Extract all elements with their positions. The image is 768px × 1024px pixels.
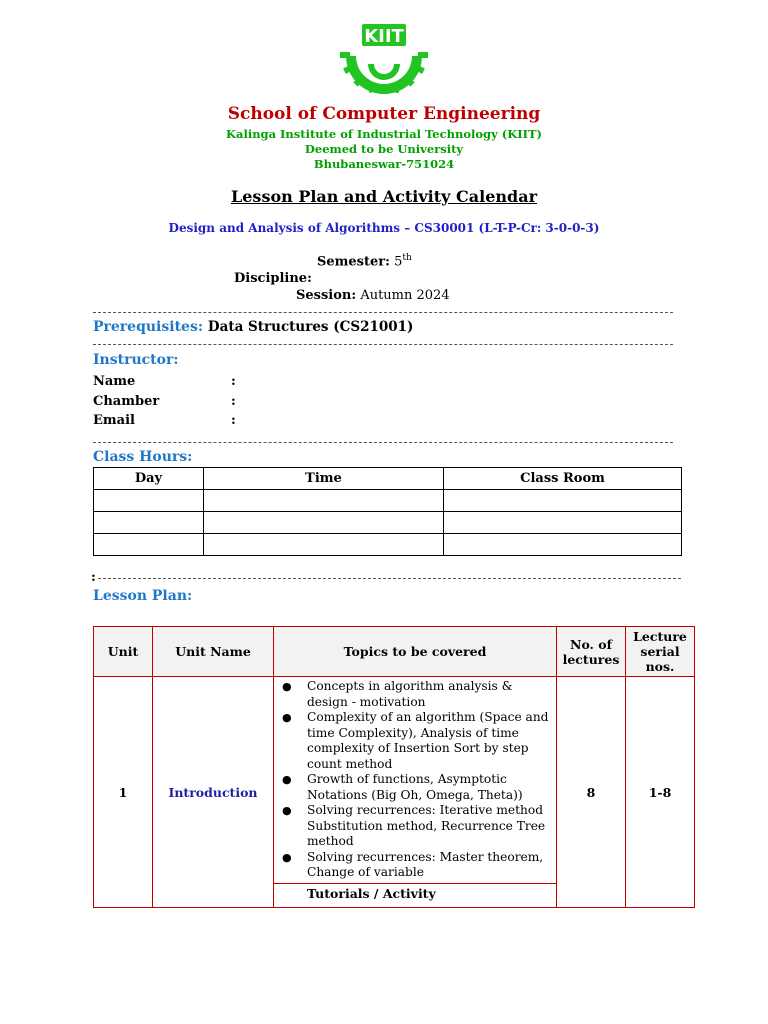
instructor-name-colon: : (231, 374, 236, 389)
session-value: Autumn 2024 (360, 288, 450, 303)
instructor-chamber-label: Chamber (93, 394, 160, 409)
column-header: Class Room (444, 468, 682, 490)
table-cell (94, 512, 204, 534)
column-header: Unit Name (153, 627, 274, 677)
list-item: ● Complexity of an algorithm (Space and time Complexity), Analysis of time complexity of Insertion Sort by step count method (307, 710, 556, 772)
prerequisites-label: Prerequisites: (93, 319, 204, 335)
table-row (94, 677, 695, 908)
page-title: Lesson Plan and Activity Calendar (231, 187, 537, 206)
lecture-serial: 1-8 (626, 677, 695, 908)
deemed-text: Deemed to be University (304, 142, 464, 156)
lecture-count: 8 (557, 677, 626, 908)
discipline-line (234, 271, 312, 286)
prerequisites-value: Data Structures (CS21001) (207, 319, 414, 335)
list-item: ● Growth of functions, Asymptotic Notations (Big Oh, Omega, Theta)) (307, 772, 556, 803)
kiit-logo (338, 22, 430, 94)
class-hours-heading: Class Hours: (93, 449, 193, 465)
instructor-chamber-colon: : (231, 394, 236, 409)
class-hours-table (93, 467, 682, 556)
column-header: Topics to be covered (274, 627, 557, 677)
prerequisites (93, 319, 413, 335)
divider (93, 442, 673, 443)
stray-colon: : (91, 570, 96, 585)
table-cell (204, 490, 444, 512)
table-cell (444, 512, 682, 534)
session-label: Session: (296, 288, 357, 303)
unit-number: 1 (94, 677, 153, 908)
divider (93, 344, 673, 345)
tutorial-row: Tutorials / Activity (274, 883, 556, 904)
instructor-name-label: Name (93, 374, 136, 389)
table-cell (204, 534, 444, 556)
column-header: No. of lectures (557, 627, 626, 677)
lesson-plan-table (93, 626, 695, 908)
logo-text: KIIT (364, 26, 404, 47)
city-text: Bhubaneswar-751024 (313, 157, 455, 171)
table-cell (94, 490, 204, 512)
table-cell (204, 512, 444, 534)
column-header: Lecture serial nos. (626, 627, 695, 677)
lesson-plan-heading: Lesson Plan: (93, 588, 193, 604)
table-row (94, 490, 682, 512)
unit-name: Introduction (153, 677, 274, 908)
divider (98, 578, 681, 579)
table-header-row (94, 468, 682, 490)
semester-line (317, 253, 412, 269)
topics-cell (274, 677, 557, 908)
table-header-row (94, 627, 695, 677)
table-cell (444, 534, 682, 556)
column-header: Unit (94, 627, 153, 677)
column-header: Day (94, 468, 204, 490)
instructor-email-label: Email (93, 413, 135, 428)
session-line (296, 288, 450, 303)
table-cell (444, 490, 682, 512)
institute-name: Kalinga Institute of Industrial Technology (KIIT) (226, 127, 542, 141)
list-item: ● Concepts in algorithm analysis & design - motivation (307, 679, 556, 710)
table-row (94, 512, 682, 534)
instructor-email-colon: : (231, 413, 236, 428)
divider (93, 312, 673, 313)
discipline-label: Discipline: (234, 271, 312, 286)
semester-label: Semester: (317, 254, 390, 270)
instructor-heading: Instructor: (93, 352, 179, 368)
semester-sup: th (402, 253, 412, 263)
table-cell (94, 534, 204, 556)
table-row (94, 534, 682, 556)
list-item: ● Solving recurrences: Iterative method Substitution method, Recurrence Tree method (307, 803, 556, 850)
topics-list (274, 677, 556, 883)
list-item: ● Solving recurrences: Master theorem, Change of variable (307, 850, 556, 881)
semester-value: 5 (394, 254, 403, 270)
course-title: Design and Analysis of Algorithms – CS30001 (L-T-P-Cr: 3-0-0-3) (168, 221, 600, 235)
column-header: Time (204, 468, 444, 490)
school-name: School of Computer Engineering (227, 104, 541, 124)
